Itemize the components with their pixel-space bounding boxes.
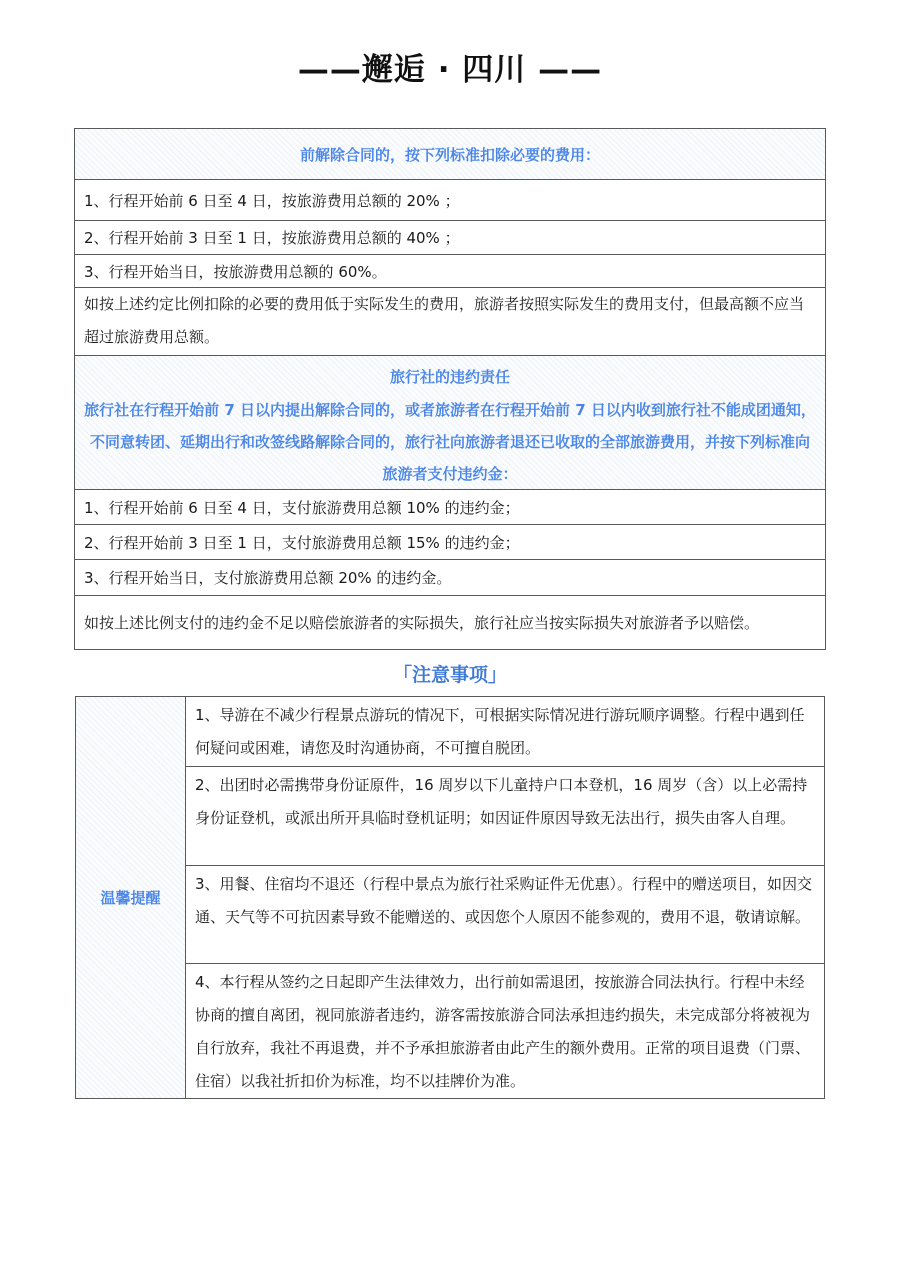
liability-description: 旅行社在行程开始前 7 日以内提出解除合同的，或者旅游者在行程开始前 7 日以内收到旅行社不能成团通知，不同意转团、延期出行和改签线路解除合同的，旅行社向旅游者退还已收取的全部旅游费用，并按下列标准向旅游者支付违约金： — [84, 401, 816, 483]
liability-title: 旅行社的违约责任 — [389, 368, 510, 386]
notice-item: 1、导游在不减少行程景点游玩的情况下，可根据实际情况进行游玩顺序调整。行程中遇到任何疑问或困难，请您及时沟通协商，不可擅自脱团。 — [195, 706, 805, 757]
refund-item: 2、行程开始前 3 日至 1 日，按旅游费用总额的 40% ； — [75, 220, 825, 254]
refund-item: 1、行程开始前 6 日至 4 日，按旅游费用总额的 20% ； — [75, 179, 825, 220]
notice-table — [75, 696, 825, 1099]
page-title: ——邂逅 · 四川 —— — [297, 52, 603, 88]
notice-items — [186, 697, 824, 1098]
liability-item: 3、行程开始当日，支付旅游费用总额 20% 的违约金。 — [75, 559, 825, 595]
liability-item: 1、行程开始前 6 日至 4 日，支付旅游费用总额 10% 的违约金； — [75, 489, 825, 524]
refund-header: 前解除合同的，按下列标准扣除必要的费用： — [75, 129, 825, 179]
notice-item: 2、出团时必需携带身份证原件，16 周岁以下儿童持户口本登机，16 周岁（含）以上必需持身份证登机，或派出所开具临时登机证明；如因证件原因导致无法出行，损失由客人自理。 — [186, 766, 824, 865]
refund-note: 如按上述约定比例扣除的必要的费用低于实际发生的费用，旅游者按照实际发生的费用支付，但最高额不应当超过旅游费用总额。 — [75, 287, 825, 355]
refund-item: 3、行程开始当日，按旅游费用总额的 60%。 — [75, 254, 825, 287]
liability-item: 2、行程开始前 3 日至 1 日，支付旅游费用总额 15% 的违约金； — [75, 524, 825, 559]
liability-note: 如按上述比例支付的违约金不足以赔偿旅游者的实际损失，旅行社应当按实际损失对旅游者予以赔偿。 — [75, 595, 825, 649]
refund-policy-table — [74, 128, 826, 650]
notice-item: 4、本行程从签约之日起即产生法律效力，出行前如需退团，按旅游合同法执行。行程中未经协商的擅自离团，视同旅游者违约，游客需按旅游合同法承担违约损失，未完成部分将被视为自行放弃，我社不再退费，并不予承担旅游者由此产生的额外费用。正常的项目退费（门票、住宿）以我社折扣价为标准，均不以挂牌价为准。 — [186, 963, 824, 1098]
liability-block — [75, 355, 825, 489]
notice-item: 3、用餐、住宿均不退还（行程中景点为旅行社采购证件无优惠）。行程中的赠送项目，如因交通、天气等不可抗因素导致不能赠送的、或因您个人原因不能参观的，费用不退，敬请谅解。 — [186, 865, 824, 963]
notice-label: 温馨提醒 — [76, 697, 186, 1098]
section-title: 「注意事项」 — [392, 664, 507, 686]
